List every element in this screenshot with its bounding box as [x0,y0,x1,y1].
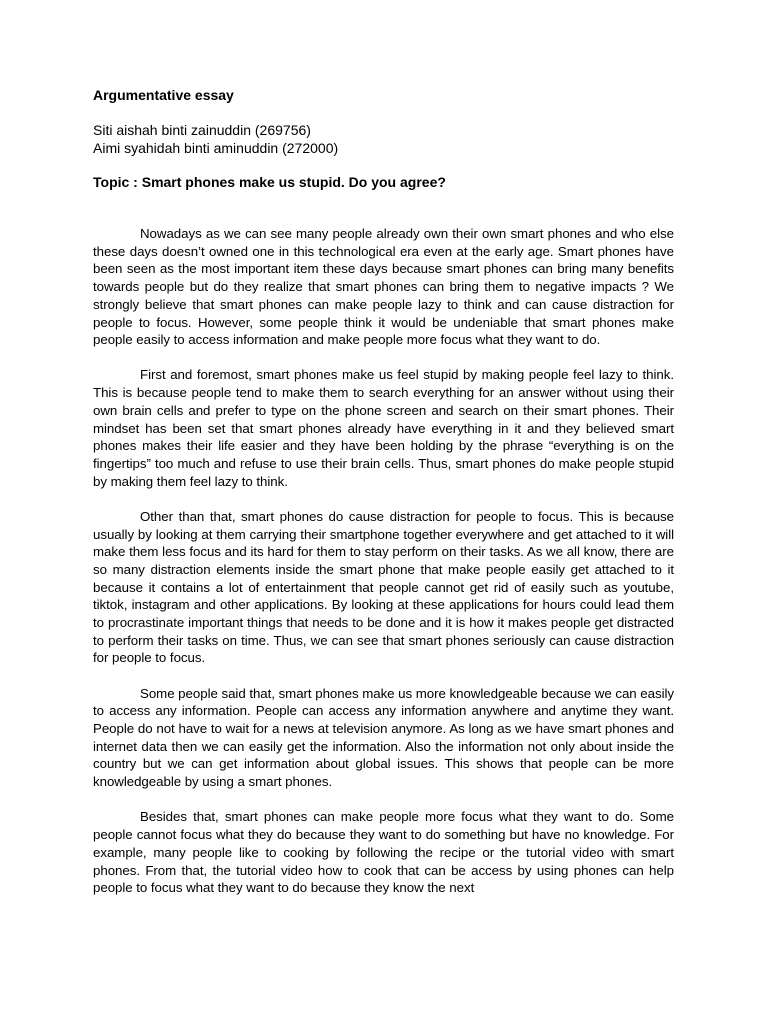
essay-topic: Topic : Smart phones make us stupid. Do you agree? [93,174,446,190]
paragraph-distraction: Other than that, smart phones do cause distraction for people to focus. This is because usually by looking at them carrying their smartphone together everywhere and get attached to it will make them less focus and its hard for them to stay perform on their tasks. As we all know, there are so many distraction elements inside the smart phone that make people easily get attached to it because it contains a lot of entertainment that people cannot get rid of easily such as youtube, tiktok, instagram and other applications. By looking at these applications for hours could lead them to procrastinate important things that needs to be done and it is how it makes people get distracted to perform their tasks on time. Thus, we can see that smart phones seriously can cause distraction for people to focus. [93,508,674,666]
paragraph-focus: Besides that, smart phones can make people more focus what they want to do. Some people cannot focus what they do because they want to do something but have no knowledge. For example, many people like to cooking by following the recipe or the tutorial video with smart phones. From that, the tutorial video how to cook that can be access by using phones can help people to focus what they want to do because they know the next [93,809,674,896]
essay-title: Argumentative essay [93,87,234,103]
author-line: Siti aishah binti zainuddin (269756) [93,122,311,138]
document-page [93,86,674,914]
paragraph-lazy-to-think: First and foremost, smart phones make us feel stupid by making people feel lazy to think. This is because people tend to make them to search everything for an answer without using their own brain cells and prefer to type on the phone screen and search on their smart phones. Their mindset has been set that smart phones already have everything in it and they believed smart phones makes their life easier and they have been holding by the phrase “everything is on the fingertips” too much and refuse to use their brain cells. Thus, smart phones do make people stupid by making them feel lazy to think. [93,367,674,489]
paragraph-intro: Nowadays as we can see many people already own their own smart phones and who else these days doesn’t owned one in this technological era even at the early age. Smart phones have been seen as the most important item these days because smart phones can bring many benefits towards people but do they realize that smart phones can bring them to negative impacts ? We strongly believe that smart phones can make people lazy to think and can cause distraction for people to focus. However, some people think it would be undeniable that smart phones make people easily to access information and make people more focus what they want to do. [93,226,674,348]
paragraph-knowledgeable: Some people said that, smart phones make us more knowledgeable because we can easily to access any information. People can access any information anywhere and anytime they want. People do not have to wait for a news at television anymore. As long as we have smart phones and internet data then we can easily get the information. Also the information not only about inside the country but we can get information about global issues. This shows that people can be more knowledgeable by using a smart phones. [93,685,674,790]
author-list [93,121,674,157]
author-line: Aimi syahidah binti aminuddin (272000) [93,140,339,156]
essay-body [93,225,674,897]
